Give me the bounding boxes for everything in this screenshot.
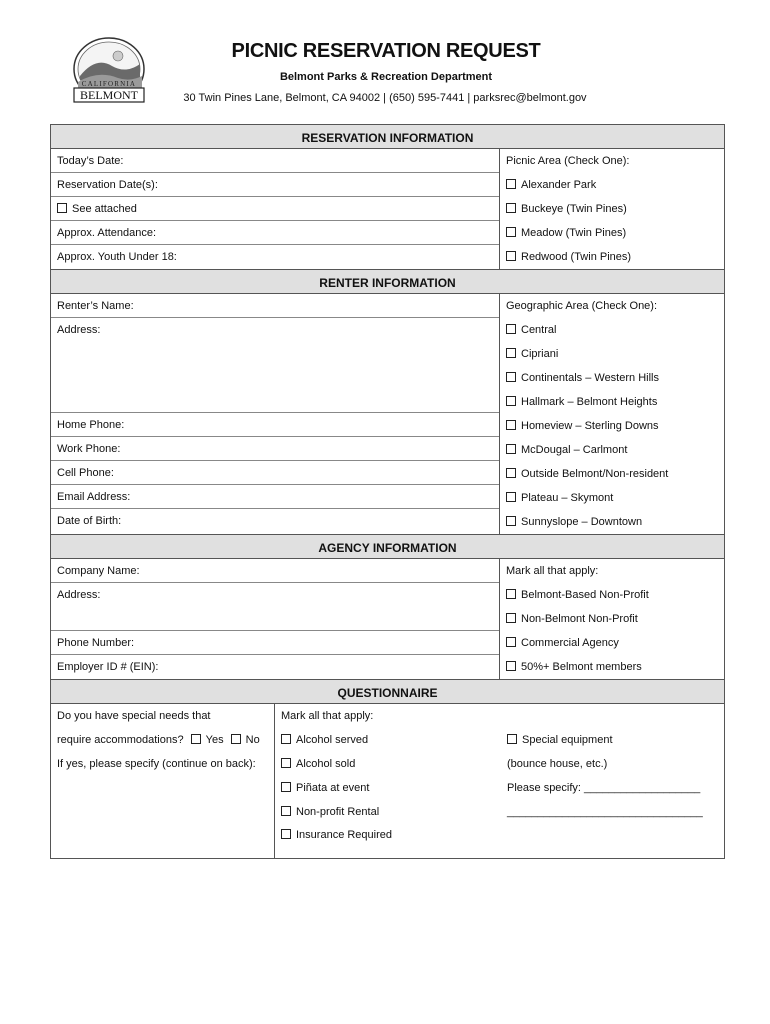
attendance-field[interactable]: Approx. Attendance: (51, 221, 499, 245)
questionnaire-option[interactable]: Piñata at event (275, 776, 501, 800)
checkbox-icon (506, 613, 516, 623)
checkbox-icon (281, 734, 291, 744)
checkbox-icon (507, 734, 517, 744)
form-title: PICNIC RESERVATION REQUEST (231, 40, 541, 62)
agency-phone-field[interactable]: Phone Number: (51, 631, 499, 655)
specify-needs-field[interactable]: If yes, please specify (continue on back): (57, 758, 256, 770)
checkbox-icon (506, 179, 516, 189)
todays-date-field[interactable]: Today’s Date: (51, 149, 499, 173)
checkbox-icon (191, 734, 201, 744)
checkbox-icon (281, 758, 291, 768)
geographic-area-option[interactable]: Hallmark – Belmont Heights (500, 390, 724, 414)
reservation-section (50, 149, 725, 269)
youth-under-18-field[interactable]: Approx. Youth Under 18: (57, 251, 177, 263)
special-equipment-checkbox[interactable]: Special equipment (501, 728, 724, 752)
checkbox-icon (506, 203, 516, 213)
geographic-area-option[interactable]: Sunnyslope – Downtown (500, 510, 724, 534)
checkbox-icon (506, 324, 516, 334)
agency-type-option[interactable]: Commercial Agency (500, 631, 724, 655)
questionnaire-mark-label: Mark all that apply: (281, 710, 374, 722)
agency-type-option[interactable]: Belmont-Based Non-Profit (500, 583, 724, 607)
yes-checkbox[interactable]: Yes (191, 734, 224, 746)
checkbox-icon (506, 516, 516, 526)
date-of-birth-field[interactable]: Date of Birth: (57, 515, 122, 527)
department-name: Belmont Parks & Recreation Department (279, 71, 493, 83)
geographic-area-option[interactable]: Homeview – Sterling Downs (500, 414, 724, 438)
picnic-area-label: Picnic Area (Check One): (506, 155, 630, 167)
renter-name-field[interactable]: Renter’s Name: (51, 294, 499, 318)
picnic-area-option[interactable]: Redwood (Twin Pines) (500, 245, 724, 269)
logo-top-text: CALIFORNIA (81, 80, 137, 88)
checkbox-icon (506, 420, 516, 430)
picnic-area-option[interactable]: Meadow (Twin Pines) (500, 221, 724, 245)
special-needs-question: Do you have special needs that (57, 710, 211, 722)
checkbox-icon (506, 661, 516, 671)
section-heading-questionnaire: QUESTIONNAIRE (50, 679, 725, 704)
geographic-area-label: Geographic Area (Check One): (506, 300, 658, 312)
logo-bottom-text: BELMONT (80, 88, 138, 102)
agency-section (50, 559, 725, 679)
checkbox-icon (506, 492, 516, 502)
reservation-dates-field[interactable]: Reservation Date(s): (51, 173, 499, 197)
checkbox-icon (506, 637, 516, 647)
checkbox-icon (57, 203, 67, 213)
questionnaire-option[interactable]: Insurance Required (275, 824, 501, 846)
checkbox-icon (281, 806, 291, 816)
checkbox-icon (281, 782, 291, 792)
no-checkbox[interactable]: No (231, 734, 260, 746)
checkbox-icon (506, 396, 516, 406)
home-phone-field[interactable]: Home Phone: (51, 413, 499, 437)
agency-type-label: Mark all that apply: (506, 565, 599, 577)
see-attached-checkbox[interactable]: See attached (51, 197, 499, 221)
geographic-area-option[interactable]: Cipriani (500, 342, 724, 366)
work-phone-field[interactable]: Work Phone: (51, 437, 499, 461)
geographic-area-option[interactable]: Central (500, 318, 724, 342)
equipment-specify-line[interactable]: ________________________________ (507, 806, 703, 818)
agency-address-field[interactable]: Address: (51, 583, 499, 631)
cell-phone-field[interactable]: Cell Phone: (51, 461, 499, 485)
bounce-house-note: (bounce house, etc.) (507, 758, 608, 770)
employer-id-field[interactable]: Employer ID # (EIN): (57, 661, 159, 673)
geographic-area-option[interactable]: Continentals – Western Hills (500, 366, 724, 390)
checkbox-icon (231, 734, 241, 744)
picnic-area-option[interactable]: Buckeye (Twin Pines) (500, 197, 724, 221)
email-address-field[interactable]: Email Address: (51, 485, 499, 509)
checkbox-icon (281, 829, 291, 839)
picnic-area-option[interactable]: Alexander Park (500, 173, 724, 197)
checkbox-icon (506, 468, 516, 478)
questionnaire-option[interactable]: Non-profit Rental (275, 800, 501, 824)
company-name-field[interactable]: Company Name: (51, 559, 499, 583)
checkbox-icon (506, 589, 516, 599)
section-heading-renter: RENTER INFORMATION (50, 269, 725, 294)
checkbox-icon (506, 348, 516, 358)
department-contact: 30 Twin Pines Lane, Belmont, CA 94002 | (650) 595-7441 | parksrec@belmont.gov (183, 92, 587, 104)
checkbox-icon (506, 227, 516, 237)
belmont-seal-logo (68, 36, 150, 106)
geographic-area-option[interactable]: McDougal – Carlmont (500, 438, 724, 462)
agency-type-option[interactable]: Non-Belmont Non-Profit (500, 607, 724, 631)
renter-section (50, 294, 725, 534)
equipment-specify-field[interactable]: Please specify: ___________________ (507, 782, 701, 794)
checkbox-icon (506, 251, 516, 261)
agency-type-option[interactable]: 50%+ Belmont members (500, 655, 724, 679)
geographic-area-option[interactable]: Plateau – Skymont (500, 486, 724, 510)
geographic-area-option[interactable]: Outside Belmont/Non-resident (500, 462, 724, 486)
section-heading-reservation: RESERVATION INFORMATION (50, 124, 725, 149)
checkbox-icon (506, 372, 516, 382)
section-heading-agency: AGENCY INFORMATION (50, 534, 725, 559)
questionnaire-option[interactable]: Alcohol sold (275, 752, 501, 776)
questionnaire-section (50, 704, 725, 859)
checkbox-icon (506, 444, 516, 454)
accommodations-question: require accommodations? Yes No (57, 734, 260, 746)
reservation-form (50, 124, 725, 859)
spacer (501, 704, 724, 728)
renter-address-field[interactable]: Address: (51, 318, 499, 413)
questionnaire-option[interactable]: Alcohol served (275, 728, 501, 752)
